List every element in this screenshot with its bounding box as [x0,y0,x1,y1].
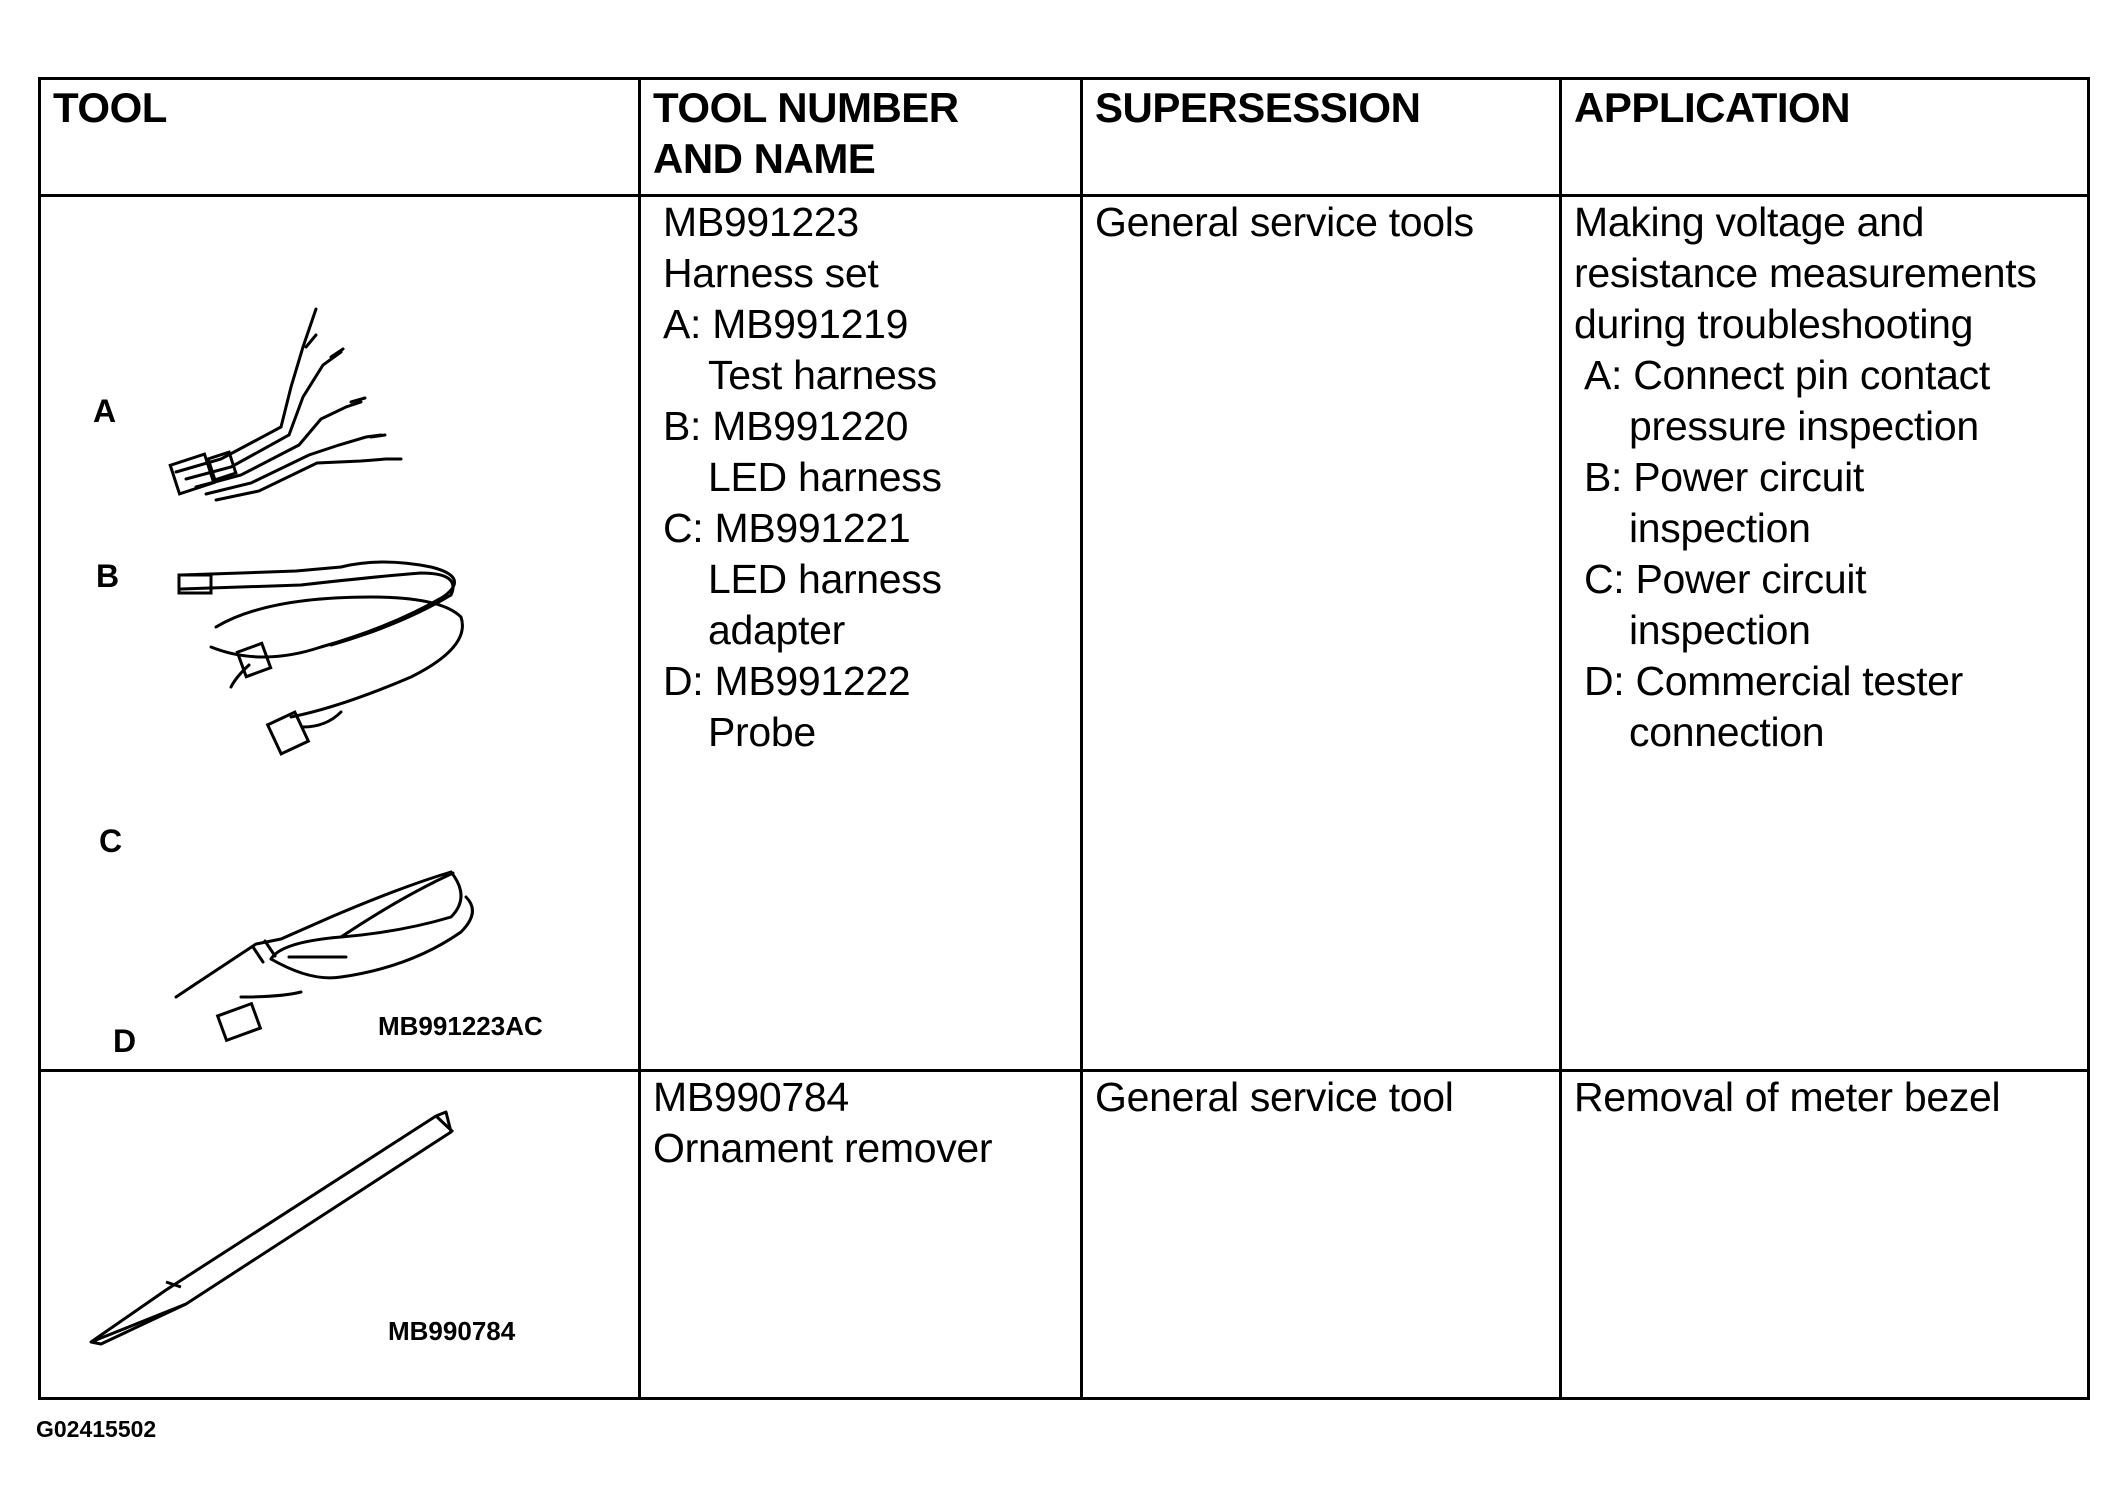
header-application: APPLICATION [1561,79,2089,196]
supersession-text: General service tools [1095,199,1474,245]
supersession-cell [1082,196,1561,1071]
application-item: C: Power circuit [1584,556,1867,602]
application-item: inspection [1629,607,1811,653]
application-item: D: Commercial tester [1584,658,1964,704]
tool-number: MB990784 [653,1074,849,1120]
tool-name: Ornament remover [653,1125,993,1171]
figure-label-a: A [93,393,117,429]
figure-code: MB991223AC [378,1011,543,1041]
tool-number-cell [640,1071,1082,1399]
subtool-number: A: MB991219 [663,301,909,347]
tool-name: Harness set [663,250,879,296]
application-item: connection [1629,709,1825,755]
application-item: A: Connect pin contact [1584,352,1990,398]
subtool-name: Probe [708,709,816,755]
subtool-name: adapter [708,607,845,653]
figure-label-b: B [96,558,120,594]
application-item: inspection [1629,505,1811,551]
subtool-name: Test harness [708,352,937,398]
application-cell [1561,1071,2089,1399]
header-tool: TOOL [40,79,640,196]
tool-illustration-harness-set [40,196,640,1071]
subtool-number: B: MB991220 [663,403,909,449]
harness-set-illustration [41,197,641,1072]
application-text: Making voltage and [1574,199,1925,245]
application-text: resistance measurements [1574,250,2037,296]
special-tools-table [38,77,2090,1400]
tool-number-cell [640,196,1082,1071]
header-supersession: SUPERSESSION [1082,79,1561,196]
application-cell [1561,196,2089,1071]
tool-illustration-ornament-remover [40,1071,640,1399]
tool-number: MB991223 [663,199,859,245]
table-row [40,196,2089,1071]
test-harness-drawing [170,309,401,500]
subtool-name: LED harness [708,556,942,602]
application-item: B: Power circuit [1584,454,1864,500]
figure-id: G02415502 [36,1416,157,1442]
header-tool-number: TOOL NUMBER AND NAME [640,79,1082,196]
figure-code: MB990784 [388,1316,516,1346]
application-text: during troubleshooting [1574,301,1974,347]
application-text: Removal of meter bezel [1574,1074,2001,1120]
subtool-number: C: MB991221 [663,505,911,551]
led-harness-drawing [179,562,462,754]
subtool-name: LED harness [708,454,942,500]
supersession-cell [1082,1071,1561,1399]
supersession-text: General service tool [1095,1074,1454,1120]
application-item: pressure inspection [1629,403,1979,449]
table-row [40,1071,2089,1399]
figure-label-c: C [99,823,123,859]
ornament-remover-illustration [41,1072,641,1400]
subtool-number: D: MB991222 [663,658,911,704]
figure-label-d: D [113,1023,137,1059]
table-header-row [40,79,2089,196]
